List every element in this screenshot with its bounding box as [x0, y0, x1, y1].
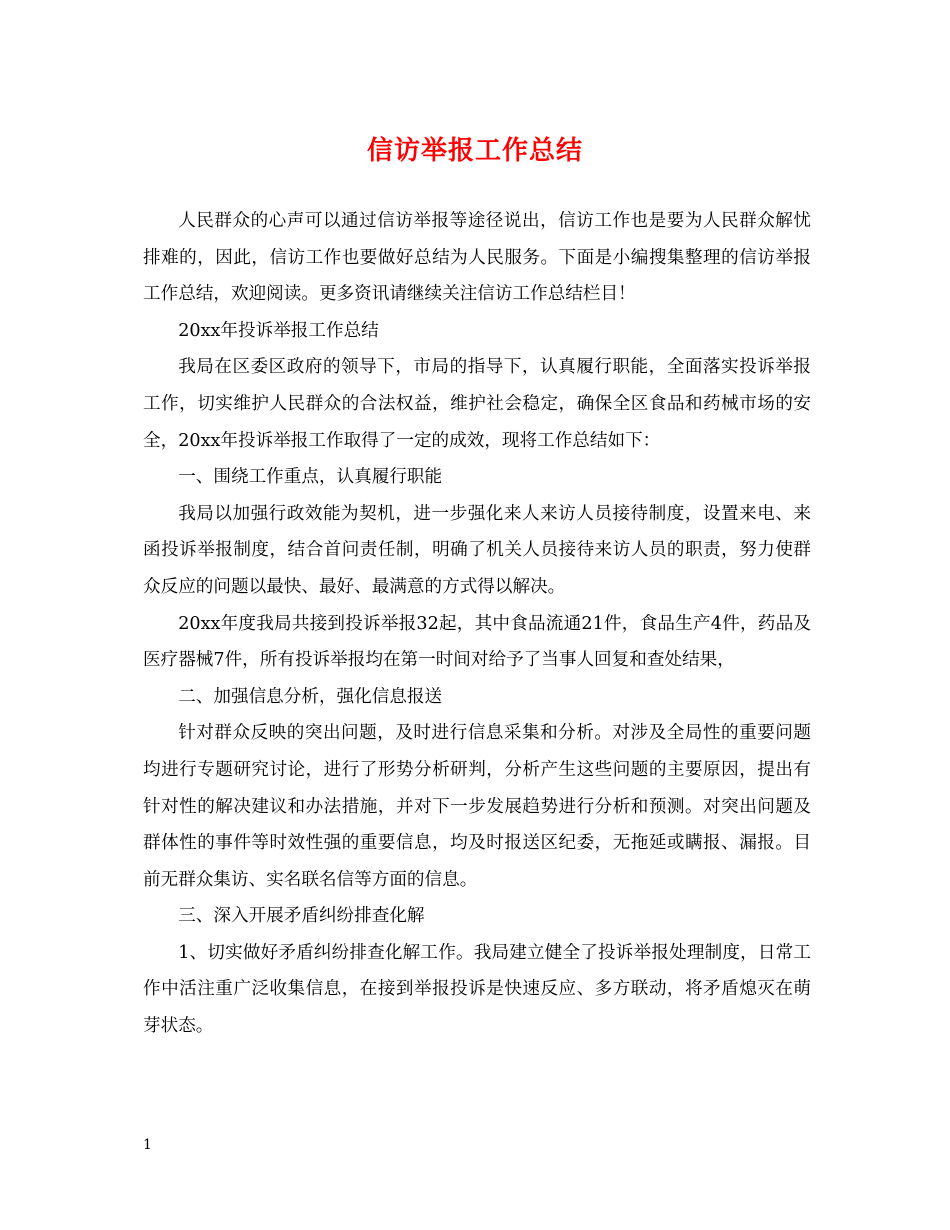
section-heading-3: 三、深入开展矛盾纠纷排查化解: [178, 906, 425, 927]
section-heading-1: 一、围绕工作重点，认真履行职能: [178, 467, 443, 488]
paragraph-intro: 人民群众的心声可以通过信访举报等途径说出，信访工作也是要为人民群众解忧排难的，因此，信访工作也要做好总结为人民服务。下面是小编搜集整理的信访举报工作总结，欢迎阅读。更多资讯请继续关注信访工作总结栏目！: [143, 211, 811, 305]
paragraph-section-3-item-1: 1、切实做好矛盾纠纷排查化解工作。我局建立健全了投诉举报处理制度，日常工作中活注重广泛收集信息，在接到举报投诉是快速反应、多方联动，将矛盾熄灭在萌芽状态。: [143, 942, 811, 1037]
document-body: [143, 203, 811, 1045]
paragraph-section-2: 针对群众反映的突出问题，及时进行信息采集和分析。对涉及全局性的重要问题均进行专题研究讨论，进行了形势分析研判，分析产生这些问题的主要原因，提出有针对性的解决建议和办法措施，并对下一步发展趋势进行分析和预测。对突出问题及群体性的事件等时效性强的重要信息，均及时报送区纪委，无拖延或瞒报、漏报。目前无群众集访、实名联名信等方面的信息。: [143, 723, 811, 890]
paragraph-section-1: 我局以加强行政效能为契机，进一步强化来人来访人员接待制度，设置来电、来函投诉举报制度，结合首问责任制，明确了机关人员接待来访人员的职责，努力使群众反应的问题以最快、最好、最满意的方式得以解决。: [143, 503, 811, 597]
page-number: 1: [143, 1137, 152, 1153]
paragraph-overview: 我局在区委区政府的领导下，市局的指导下，认真履行职能，全面落实投诉举报工作，切实维护人民群众的合法权益，维护社会稳定，确保全区食品和药械市场的安全，20xx年投诉举报工作取得了一定的成效，现将工作总结如下：: [143, 357, 811, 451]
paragraph-statistics: 20xx年度我局共接到投诉举报32起，其中食品流通21件，食品生产4件，药品及医疗器械7件，所有投诉举报均在第一时间对给予了当事人回复和查处结果，: [143, 613, 811, 671]
paragraph-subtitle: 20xx年投诉举报工作总结: [178, 320, 379, 341]
section-heading-2: 二、加强信息分析，强化信息报送: [178, 686, 443, 707]
document-title: 信访举报工作总结: [366, 136, 583, 166]
